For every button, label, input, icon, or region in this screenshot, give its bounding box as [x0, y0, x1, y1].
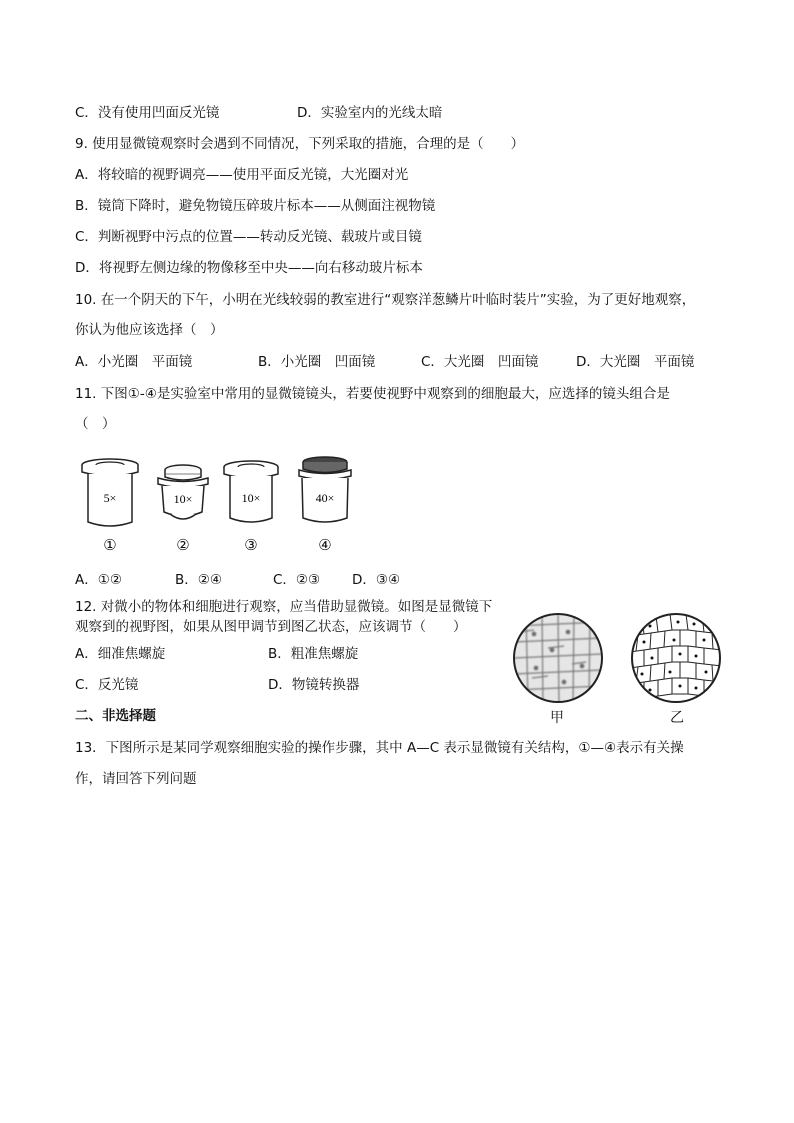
lens-4-magnification: 40× — [315, 491, 335, 505]
q12-option-b: B．粗准焦螺旋 — [268, 646, 359, 662]
q12-option-d: D．物镜转换器 — [268, 677, 360, 693]
q12-option-c: C．反光镜 — [75, 677, 139, 693]
q13-stem-line2: 作，请回答下列问题 — [75, 771, 197, 787]
q9-option-b: B．镜筒下降时，避免物镜压碎玻片标本——从侧面注视物镜 — [75, 198, 436, 214]
figure-jia-caption: 甲 — [550, 710, 564, 726]
q9-option-a: A．将较暗的视野调亮——使用平面反光镜，大光圈对光 — [75, 167, 409, 183]
lens-4-objective — [297, 456, 353, 528]
q10-stem-line2: 你认为他应该选择（ ） — [75, 322, 224, 338]
lens-3-magnification: 10× — [241, 491, 261, 505]
lens-2-magnification: 10× — [173, 492, 193, 506]
lens-1-magnification: 5× — [103, 491, 117, 505]
q13-stem-line1: 13．下图所示是某同学观察细胞实验的操作步骤，其中 A—C 表示显微镜有关结构，①—④表示有关操 — [75, 740, 684, 756]
q8-option-c: C．没有使用凹面反光镜 — [75, 105, 220, 121]
q10-option-b: B．小光圈 凹面镜 — [258, 354, 376, 370]
q8-option-d: D．实验室内的光线太暗 — [297, 105, 443, 121]
lens-2-objective — [156, 464, 210, 526]
figure-yi-clear-cells — [630, 612, 722, 708]
q9-option-c: C．判断视野中污点的位置——转动反光镜、载玻片或目镜 — [75, 229, 422, 245]
q11-option-a: A．①② — [75, 572, 122, 588]
q11-option-c: C．②③ — [273, 572, 321, 588]
lens-3-label: ③ — [244, 536, 258, 554]
section-2-title: 二、非选择题 — [75, 708, 156, 724]
q9-stem: 9. 使用显微镜观察时会遇到不同情况，下列采取的措施，合理的是（ ） — [75, 136, 525, 152]
lens-4-label: ④ — [318, 536, 332, 554]
q10-option-c: C．大光圈 凹面镜 — [421, 354, 539, 370]
q10-option-a: A．小光圈 平面镜 — [75, 354, 193, 370]
lens-1-eyepiece — [80, 458, 140, 530]
lens-3-eyepiece — [222, 460, 280, 526]
q9-option-d: D．将视野左侧边缘的物像移至中央——向右移动玻片标本 — [75, 260, 423, 276]
q11-stem-line1: 11. 下图①-④是实验室中常用的显微镜镜头，若要使视野中观察到的细胞最大，应选择的镜头组合是 — [75, 386, 670, 402]
q11-option-b: B．②④ — [175, 572, 222, 588]
q12-option-a: A．细准焦螺旋 — [75, 646, 166, 662]
figure-yi-caption: 乙 — [670, 710, 684, 726]
q12-stem-line1: 12. 对微小的物体和细胞进行观察，应当借助显微镜。如图是显微镜下 — [75, 599, 493, 615]
q11-option-d: D．③④ — [352, 572, 401, 588]
figure-jia-blurry-cells — [512, 612, 604, 708]
q12-stem-line2: 观察到的视野图，如果从图甲调节到图乙状态，应该调节（ ） — [75, 619, 467, 635]
lens-2-label: ② — [176, 536, 190, 554]
q10-stem-line1: 10. 在一个阴天的下午，小明在光线较弱的教室进行“观察洋葱鳞片叶临时装片”实验，为了更好地观察， — [75, 292, 696, 308]
q10-option-d: D．大光圈 平面镜 — [576, 354, 695, 370]
q11-stem-line2: （ ） — [75, 416, 116, 432]
lens-1-label: ① — [103, 536, 117, 554]
